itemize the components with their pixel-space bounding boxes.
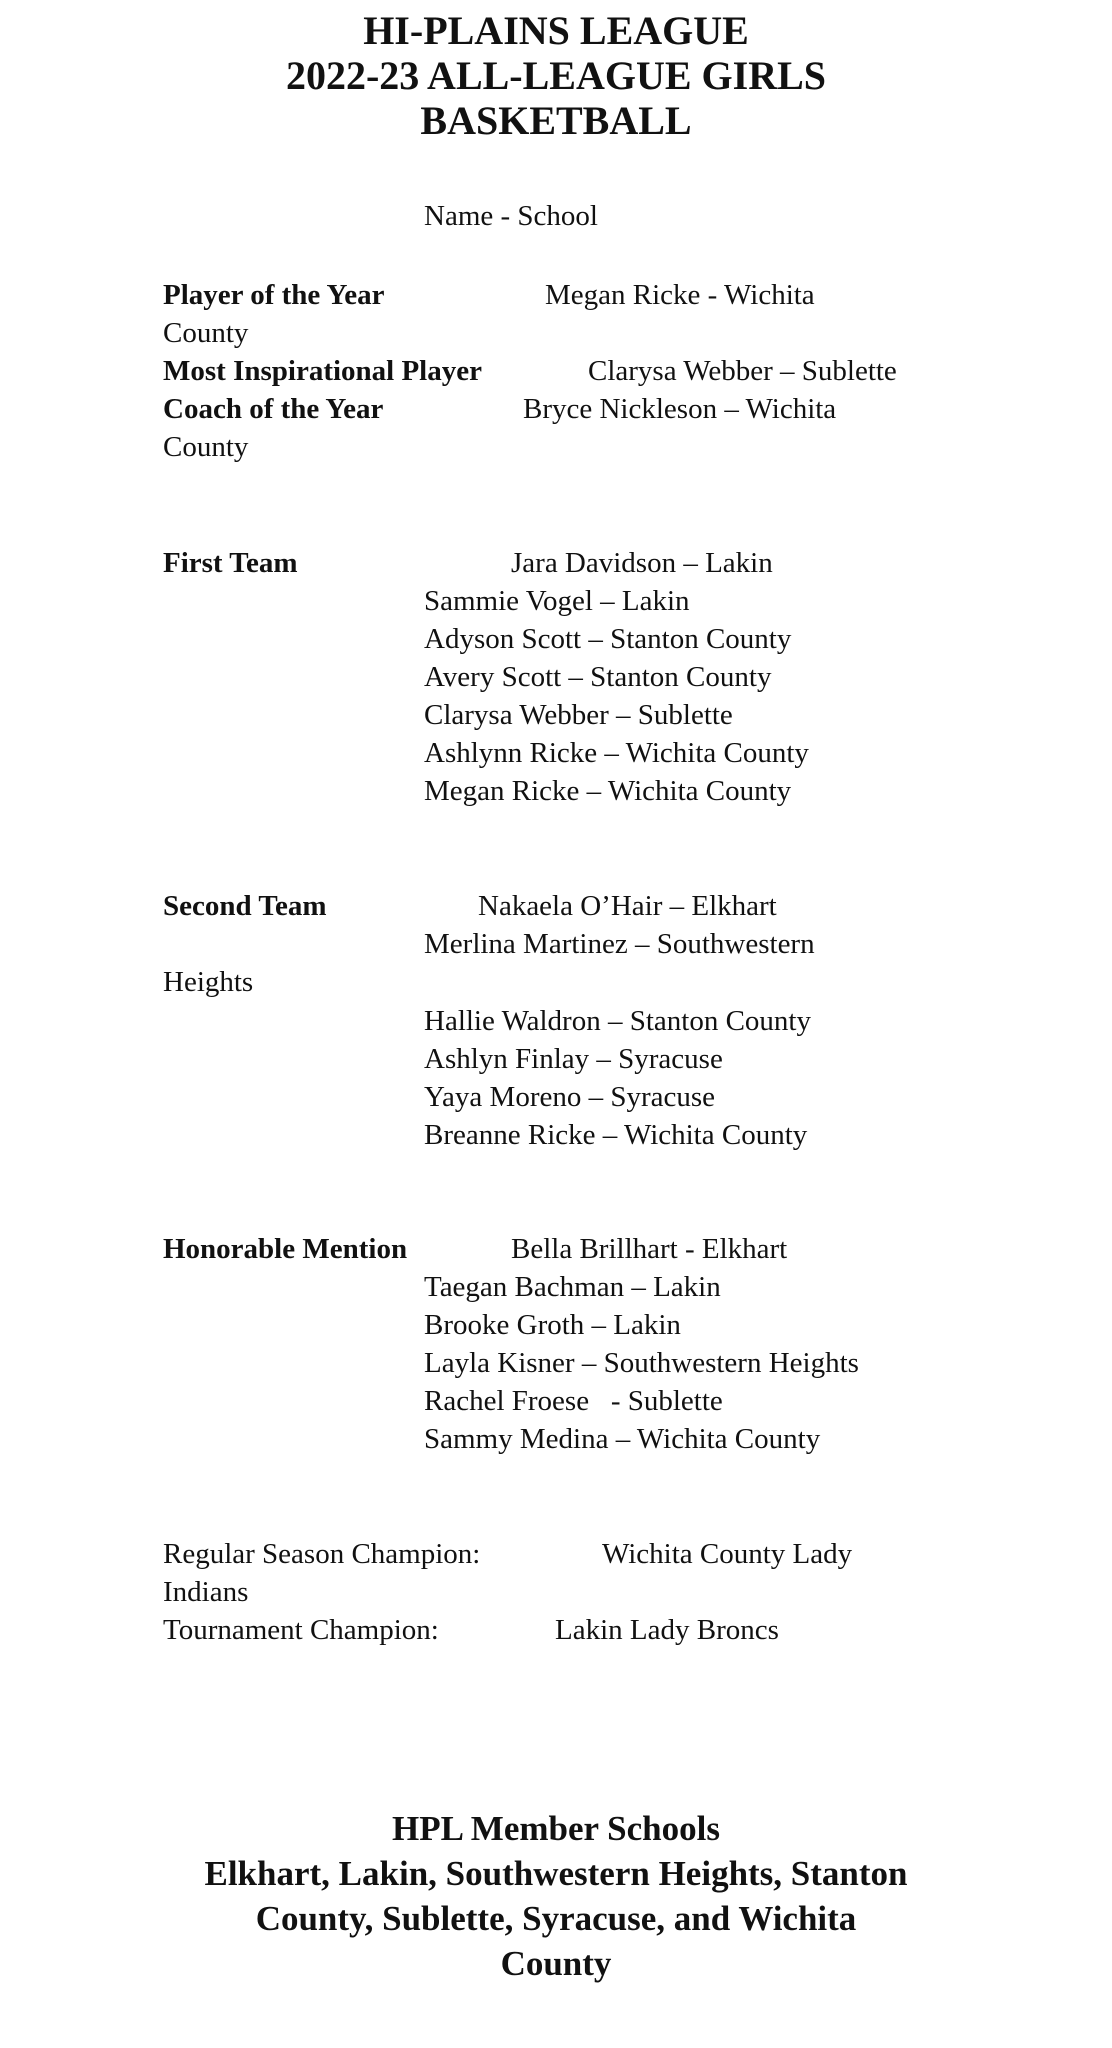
most-inspirational-value: Clarysa Webber – Sublette xyxy=(588,355,897,387)
second-team-label: Second Team xyxy=(163,890,327,922)
list-item: Nakaela O’Hair – Elkhart xyxy=(478,890,777,922)
coach-of-year-value-wrap: County xyxy=(163,431,249,463)
list-item: Breanne Ricke – Wichita County xyxy=(424,1119,808,1151)
list-item: Rachel Froese - Sublette xyxy=(424,1385,723,1417)
player-of-year-value: Megan Ricke - Wichita xyxy=(545,279,815,311)
list-item: Avery Scott – Stanton County xyxy=(424,661,772,693)
honorable-mention-label: Honorable Mention xyxy=(163,1233,408,1265)
regular-season-label: Regular Season Champion: xyxy=(163,1538,481,1570)
list-item: Merlina Martinez – Southwestern xyxy=(424,928,815,960)
coach-of-year-value: Bryce Nickleson – Wichita xyxy=(523,393,837,425)
list-item: Taegan Bachman – Lakin xyxy=(424,1271,721,1303)
member-schools-line-1: Elkhart, Lakin, Southwestern Heights, Stanton xyxy=(204,1854,908,1893)
list-item: Adyson Scott – Stanton County xyxy=(424,623,792,655)
list-item: Megan Ricke – Wichita County xyxy=(424,775,792,807)
list-item: Sammy Medina – Wichita County xyxy=(424,1423,821,1455)
list-item: Clarysa Webber – Sublette xyxy=(424,699,733,731)
list-item: Ashlyn Finlay – Syracuse xyxy=(424,1043,723,1075)
first-team-label: First Team xyxy=(163,547,298,579)
title-line-1: HI-PLAINS LEAGUE xyxy=(363,8,749,53)
member-schools xyxy=(0,1806,1112,1986)
list-item: Yaya Moreno – Syracuse xyxy=(424,1081,716,1113)
list-item: Hallie Waldron – Stanton County xyxy=(424,1005,811,1037)
member-schools-line-3: County xyxy=(500,1944,612,1983)
member-schools-line-2: County, Sublette, Syracuse, and Wichita xyxy=(255,1899,857,1938)
list-item: Jara Davidson – Lakin xyxy=(511,547,773,579)
member-schools-heading: HPL Member Schools xyxy=(392,1809,720,1848)
list-item: Ashlynn Ricke – Wichita County xyxy=(424,737,809,769)
coach-of-year-label: Coach of the Year xyxy=(163,393,384,425)
column-header: Name - School xyxy=(424,200,598,232)
regular-season-value-wrap: Indians xyxy=(163,1576,249,1608)
list-item: Brooke Groth – Lakin xyxy=(424,1309,681,1341)
page-title xyxy=(0,8,1112,143)
list-item: Layla Kisner – Southwestern Heights xyxy=(424,1347,859,1379)
player-of-year-value-wrap: County xyxy=(163,317,249,349)
list-item: Sammie Vogel – Lakin xyxy=(424,585,690,617)
list-item: Heights xyxy=(163,966,254,998)
title-line-3: BASKETBALL xyxy=(420,98,692,143)
most-inspirational-label: Most Inspirational Player xyxy=(163,355,482,387)
tournament-value: Lakin Lady Broncs xyxy=(555,1614,779,1646)
player-of-year-label: Player of the Year xyxy=(163,279,385,311)
title-line-2: 2022-23 ALL-LEAGUE GIRLS xyxy=(285,53,827,98)
list-item: Bella Brillhart - Elkhart xyxy=(511,1233,788,1265)
tournament-label: Tournament Champion: xyxy=(163,1614,439,1646)
regular-season-value: Wichita County Lady xyxy=(602,1538,853,1570)
